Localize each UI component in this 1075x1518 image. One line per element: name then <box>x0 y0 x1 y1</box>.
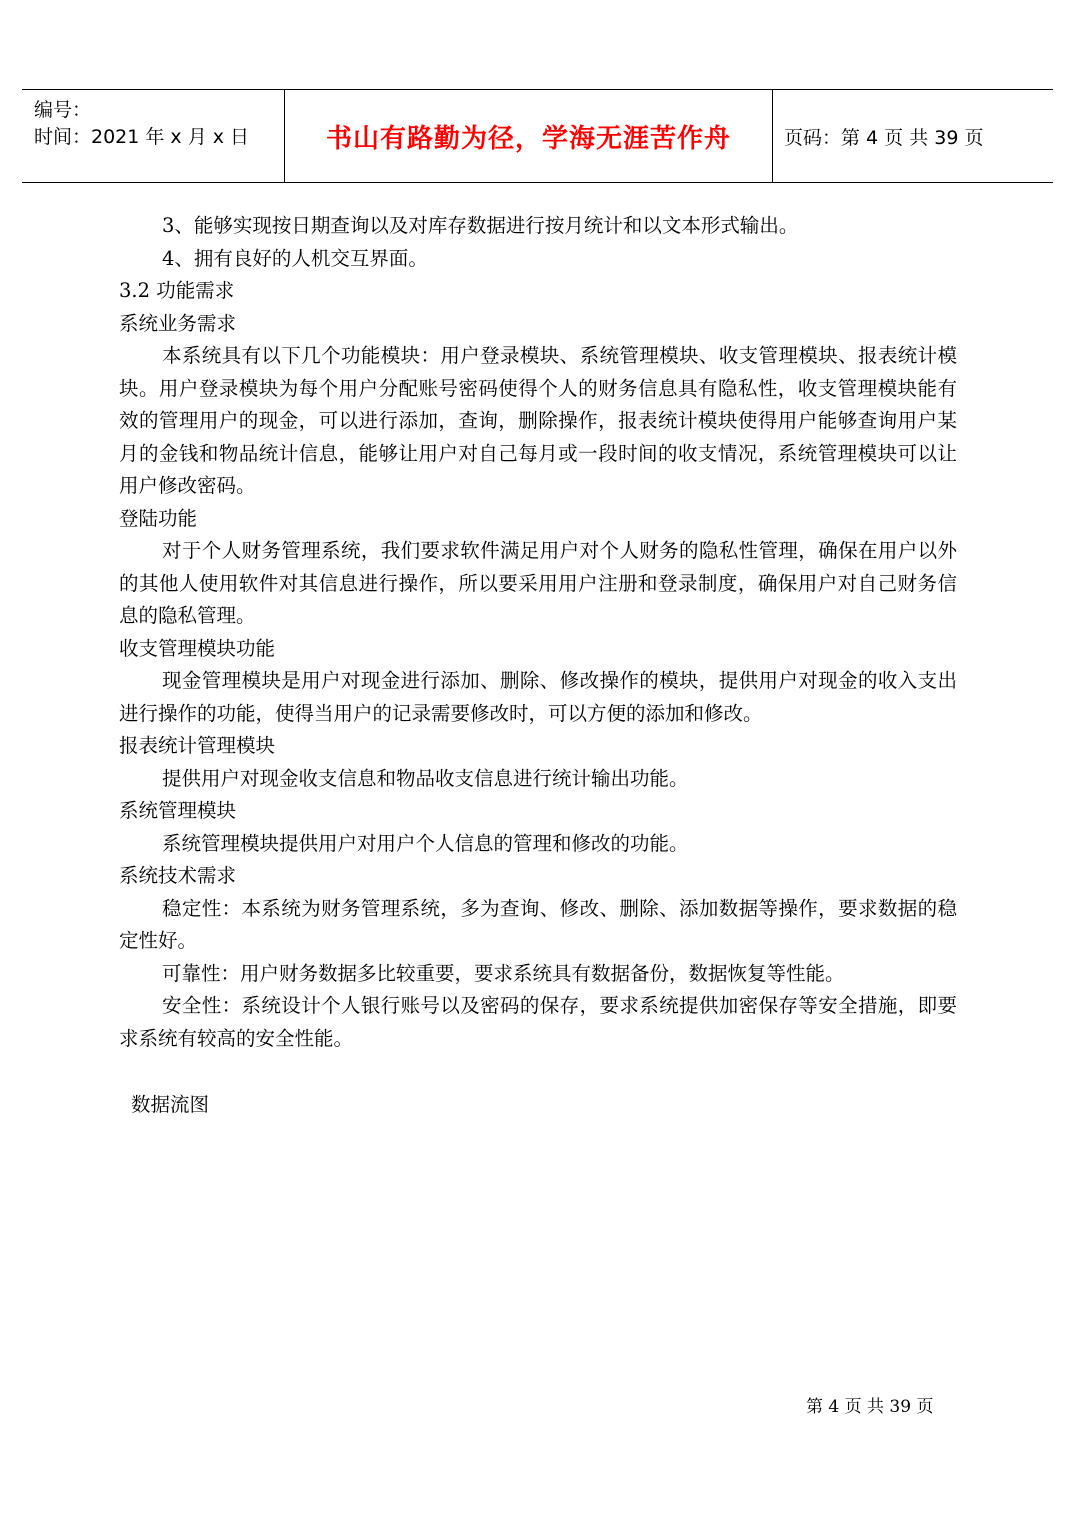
subsection-heading-tech: 系统技术需求 <box>119 864 237 887</box>
document-date-label: 时间：2021 年 x 月 x 日 <box>34 126 250 148</box>
paragraph-reliability: 可靠性：用户财务数据多比较重要，要求系统具有数据备份，数据恢复等性能。 <box>162 961 845 985</box>
header-motto-cell <box>284 90 773 182</box>
paragraph-stability: 稳定性：本系统为财务管理系统，多为查询、修改、删除、添加数据等操作，要求数据的稳定性好。 <box>119 896 957 952</box>
page-footer: 第 4 页 共 39 页 <box>806 1397 934 1417</box>
subsection-heading-business: 系统业务需求 <box>119 311 237 335</box>
subsection-heading-login: 登陆功能 <box>119 506 198 530</box>
page-header <box>22 89 1053 183</box>
list-item: 3、能够实现按日期查询以及对库存数据进行按月统计和以文本形式输出。 <box>162 214 799 237</box>
paragraph-income: 现金管理模块是用户对现金进行添加、删除、修改操作的模块，提供用户对现金的收入支出进行操作的功能，使得当用户的记录需要修改时，可以方便的添加和修改。 <box>119 669 957 725</box>
document-body <box>119 210 957 1055</box>
paragraph-login: 对于个人财务管理系统，我们要求软件满足用户对个人财务的隐私性管理，确保在用户以外的其他人使用软件对其信息进行操作，所以要采用用户注册和登录制度，确保用户对自己财务信息的隐私管理。 <box>119 539 957 627</box>
motto-text: 书山有路勤为径，学海无涯苦作舟 <box>325 123 731 154</box>
paragraph-business: 本系统具有以下几个功能模块：用户登录模块、系统管理模块、收支管理模块、报表统计模块。用户登录模块为每个用户分配账号密码使得个人的财务信息具有隐私性，收支管理模块能有效的管理用户的现金，可以进行添加，查询，删除操作，报表统计模块使得用户能够查询用户某月的金钱和物品统计信息，能够让用户对自己每月或一段时间的收支情况，系统管理模块可以让用户修改密码。 <box>119 344 957 497</box>
section-title: 3.2 功能需求 <box>119 279 235 302</box>
data-flow-diagram-label: 数据流图 <box>131 1093 210 1116</box>
paragraph-sysmgmt: 系统管理模块提供用户对用户个人信息的管理和修改的功能。 <box>162 831 689 855</box>
header-page-cell <box>772 90 1053 182</box>
list-item: 4、拥有良好的人机交互界面。 <box>162 246 428 270</box>
header-page-info: 页码：第 4 页 共 39 页 <box>784 126 984 149</box>
paragraph-security: 安全性：系统设计个人银行账号以及密码的保存，要求系统提供加密保存等安全措施，即要求系统有较高的安全性能。 <box>119 994 957 1050</box>
paragraph-report: 提供用户对现金收支信息和物品收支信息进行统计输出功能。 <box>162 766 689 790</box>
document-number-label: 编号： <box>34 99 92 121</box>
subsection-heading-sysmgmt: 系统管理模块 <box>119 799 237 822</box>
header-left-cell <box>22 90 284 182</box>
subsection-heading-report: 报表统计管理模块 <box>119 734 276 757</box>
subsection-heading-income: 收支管理模块功能 <box>119 636 276 660</box>
